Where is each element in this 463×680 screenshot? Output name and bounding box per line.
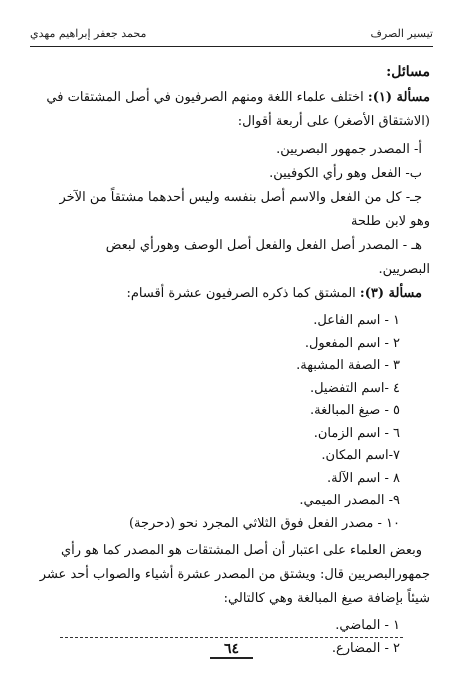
- category-item: ٥ - صيغ المبالغة.: [310, 403, 400, 418]
- category-item: ١ - اسم الفاعل.: [313, 313, 400, 328]
- closing-list-item: ٢ - المضارع.: [331, 640, 400, 656]
- page-number-text: ٦٤: [210, 641, 253, 659]
- category-item: ٤ -اسم التفضيل.: [309, 380, 400, 396]
- closing-paragraph-line: جمهورالبصريين قال: ويشتق من المصدر عشرة أشياء والصواب أحد عشر: [39, 567, 430, 582]
- category-item: ١٠ - مصدر الفعل فوق الثلاثي المجرد نحو (دحرجة): [128, 515, 400, 531]
- question-1-option: ب- الفعل وهو رأي الكوفيين.: [269, 166, 422, 181]
- question-1-option-continued: البصريين.: [378, 262, 430, 277]
- category-item: ٢ - اسم المفعول.: [304, 335, 400, 351]
- question-1-option: أ- المصدر جمهور البصريين.: [276, 142, 422, 157]
- question-3-text: المشتق كما ذكره الصرفيون عشرة أقسام:: [126, 286, 356, 301]
- author-name: محمد جعفر إبراهيم مهدي: [30, 26, 147, 40]
- section-title: مسائل:: [386, 64, 430, 80]
- category-item: ٩- المصدر الميمي.: [299, 493, 400, 508]
- category-item: ٦ - اسم الزمان.: [313, 425, 400, 441]
- closing-list-item: ١ - الماضي.: [335, 618, 400, 633]
- category-item: ٧-اسم المكان.: [321, 448, 400, 463]
- running-header: [30, 22, 433, 44]
- closing-paragraph-line: وبعض العلماء على اعتبار أن أصل المشتقات هو المصدر كما هو رأي: [60, 543, 422, 558]
- question-1-text-2: (الاشتقاق الأصغر) على أربعة أقوال:: [237, 114, 430, 129]
- category-item: ٣ - الصفة المشبهة.: [296, 358, 400, 373]
- question-3-intro: [33, 282, 430, 306]
- question-1-text-1: اختلف علماء اللغة ومنهم الصرفيون في أصل المشتقات في: [46, 90, 364, 105]
- question-1-option: جـ- كل من الفعل والاسم أصل بنفسه وليس أحدهما مشتقاً من الآخر: [59, 190, 422, 205]
- footer-rule: [60, 637, 403, 638]
- header-rule: [30, 46, 433, 47]
- page-body: [33, 60, 430, 660]
- category-item: ٨ - اسم الآلة.: [326, 470, 400, 486]
- question-1-intro: [33, 86, 430, 110]
- question-1-option: هـ - المصدر أصل الفعل والفعل أصل الوصف وهورأي لبعض: [105, 238, 422, 253]
- page-number: [0, 641, 463, 659]
- closing-paragraph-line: شيئاً بإضافة صيغ المبالغة وهي كالتالي:: [223, 591, 430, 606]
- question-3-label: مسألة (٣):: [359, 286, 422, 301]
- question-1-label: مسألة (١):: [367, 90, 430, 105]
- book-title: تيسير الصرف: [370, 26, 433, 40]
- question-1-option-continued: وهو لابن طلحة: [350, 214, 430, 229]
